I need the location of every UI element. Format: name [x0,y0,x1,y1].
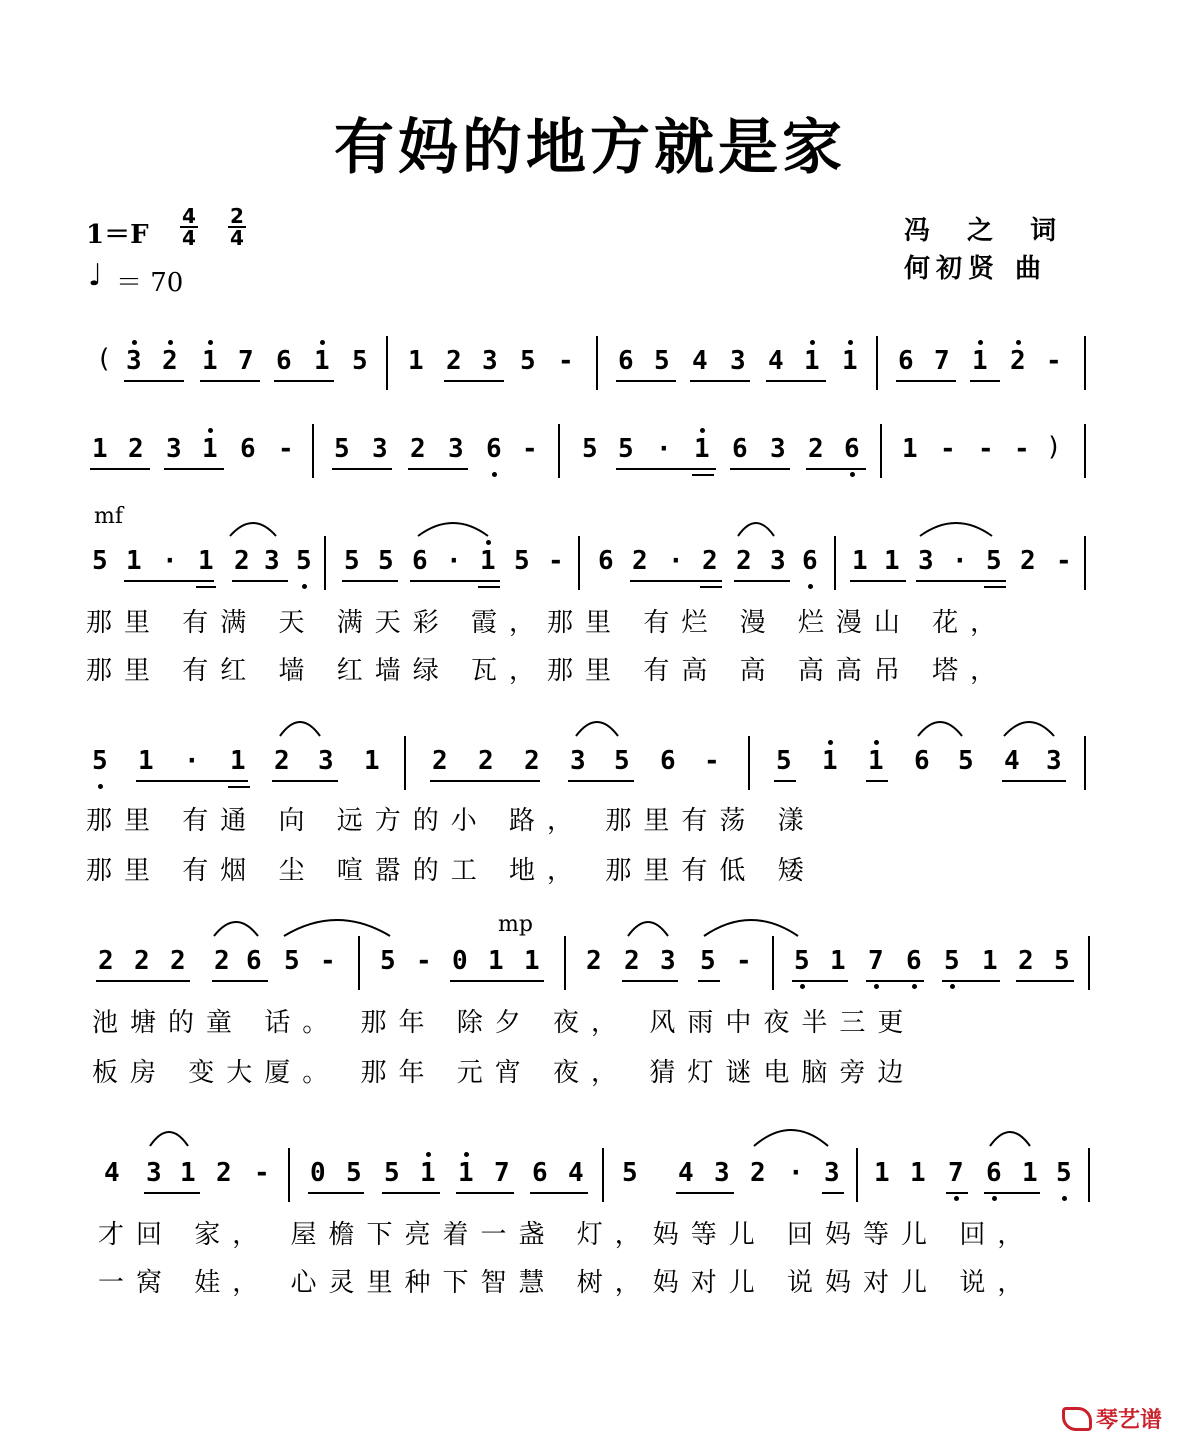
paren-open: ( [96,344,112,374]
note: 6 [276,346,292,376]
lyrics-verse-1: 那里 有满 天 满天彩 霞，那里 有烂 漫 烂漫山 花， [86,608,1009,638]
note: 2 [736,546,752,576]
note: 7 [868,946,884,976]
note: 5 [794,946,810,976]
octave-dot [848,340,853,345]
note: 1 [92,434,108,464]
note: 6 [598,546,614,576]
note: 2 [432,746,448,776]
barline [596,336,598,390]
beam-underline [984,1192,1040,1194]
slur [574,716,620,738]
note: 3 [714,1158,730,1188]
note: 3 [660,946,676,976]
note: - [254,1158,270,1188]
slur [736,518,776,538]
time-signature-4-4: $\frac{4}{4}$ [182,204,196,250]
note: - [978,434,994,464]
slur [212,916,260,938]
note: 1 [458,1158,474,1188]
note: 5 [654,346,670,376]
barline [1084,336,1086,390]
note: 1 [884,546,900,576]
barline [748,736,750,790]
note: 1 [408,346,424,376]
octave-dot [950,984,955,989]
key-signature: 1＝F [86,220,149,250]
slur [702,916,800,938]
beam-underline [96,980,190,982]
note: 1 [314,346,330,376]
lyricist-credit: 冯 之 词 [904,216,1071,246]
beam-underline [774,780,796,782]
beam-underline [332,468,392,470]
barline [876,336,878,390]
beam-underline [478,586,500,588]
note: - [1056,546,1072,576]
slur [282,916,392,938]
score-row-5 [88,936,1088,996]
beam-underline [730,468,790,470]
note: 1 [138,746,154,776]
note: 5 [1056,1158,1072,1188]
note: 1 [804,346,820,376]
beam-underline [792,980,848,982]
note: 1 [830,946,846,976]
note: - [522,434,538,464]
note: 6 [532,1158,548,1188]
octave-dot [426,1152,431,1157]
note: 2 [134,946,150,976]
slur [916,716,964,738]
note: 2 [478,746,494,776]
slur [752,1126,830,1148]
note: 2 [128,434,144,464]
beam-underline [942,980,1000,982]
score-row-6 [96,1148,1096,1208]
barline [288,1148,290,1202]
note: 1 [868,746,884,776]
note: 1 [902,434,918,464]
note: 2 [162,346,178,376]
beam-underline [410,580,500,582]
slur [278,716,322,738]
lyrics-verse-2: 那里 有红 墙 红墙绿 瓦，那里 有高 高 高高吊 塔， [86,656,1009,686]
note: 3 [824,1158,840,1188]
barline [1084,736,1086,790]
beam-underline [124,580,214,582]
note: 3 [730,346,746,376]
beam-underline [272,780,338,782]
note: 2 [446,346,462,376]
note: 2 [524,746,540,776]
note: 2 [808,434,824,464]
slur [988,1126,1032,1148]
beam-underline [866,780,888,782]
octave-dot [486,540,491,545]
note: 3 [166,434,182,464]
note: 2 [98,946,114,976]
slur [416,518,490,538]
octave-dot [464,1152,469,1157]
score-row-4 [88,736,1088,796]
beam-underline [970,380,1000,382]
beam-underline [408,468,468,470]
octave-dot [978,340,983,345]
note: 1 [852,546,868,576]
note: 1 [488,946,504,976]
note: 1 [364,746,380,776]
note: 5 [776,746,792,776]
lyrics-verse-1: 才回 家， 屋檐下亮着一盏 灯，妈等儿 回妈等儿 回， [98,1220,1036,1250]
note: 5 [1054,946,1070,976]
note: 2 [1020,546,1036,576]
note: 4 [678,1158,694,1188]
note: · [668,546,684,576]
note: 5 [700,946,716,976]
note: - [558,346,574,376]
barline [404,736,406,790]
note: 5 [622,1158,638,1188]
note: 5 [514,546,530,576]
note: 5 [986,546,1002,576]
note: 6 [802,546,818,576]
octave-dot [168,340,173,345]
note: 5 [958,746,974,776]
beam-underline [274,380,334,382]
note: 5 [380,946,396,976]
note: 5 [520,346,536,376]
tempo: ＝ 70 [116,268,184,298]
note: 1 [982,946,998,976]
note: 1 [694,434,710,464]
quarter-note-icon: ♩ [88,258,103,293]
beam-underline [568,780,634,782]
note: - [1046,346,1062,376]
note: 5 [346,1158,362,1188]
note: · [184,746,200,776]
logo-mark-icon [1062,1407,1092,1431]
note: 5 [284,946,300,976]
note: 0 [310,1158,326,1188]
note: - [1014,434,1030,464]
note: 7 [948,1158,964,1188]
note: - [416,946,432,976]
note: 3 [918,546,934,576]
beam-underline [690,380,750,382]
note: 2 [624,946,640,976]
note: 3 [770,546,786,576]
beam-underline [1002,780,1066,782]
octave-dot [810,340,815,345]
lyrics-verse-2: 板房 变大厦。 那年 元宵 夜， 猜灯谜电脑旁边 [92,1058,916,1088]
barline [558,424,560,478]
note: 2 [750,1158,766,1188]
note: · [446,546,462,576]
dynamic-mf: mf [94,504,124,529]
octave-dot [912,984,917,989]
note: 3 [448,434,464,464]
time-signature-2-4: $\frac{2}{4}$ [230,204,244,250]
beam-underline [866,980,924,982]
note: 6 [986,1158,1002,1188]
octave-dot [828,740,833,745]
octave-dot [700,428,705,433]
note: 1 [910,1158,926,1188]
note: 5 [92,546,108,576]
beam-underline [144,1192,200,1194]
beam-underline [850,580,906,582]
beam-underline [822,1192,844,1194]
note: 1 [822,746,838,776]
note: - [278,434,294,464]
octave-dot [1062,1196,1067,1201]
note: 6 [906,946,922,976]
beam-underline [700,586,722,588]
octave-dot [1016,340,1021,345]
note: 6 [898,346,914,376]
beam-underline [382,1192,440,1194]
note: 5 [296,546,312,576]
note: 6 [412,546,428,576]
note: 3 [146,1158,162,1188]
note: · [952,546,968,576]
note: - [940,434,956,464]
beam-underline [698,980,720,982]
beam-underline [212,980,268,982]
note: 2 [170,946,186,976]
dynamic-mp: mp [498,912,533,937]
slur [228,518,278,538]
note: 2 [586,946,602,976]
note: 1 [180,1158,196,1188]
beam-underline [616,468,716,470]
note: - [320,946,336,976]
note: 1 [420,1158,436,1188]
note: 1 [972,346,988,376]
note: 5 [378,546,394,576]
lyrics-verse-2: 那里 有烟 尘 喧嚣的工 地， 那里有低 矮 [86,856,816,886]
beam-underline [692,474,714,476]
note: ) [1046,432,1062,462]
note: 3 [482,346,498,376]
beam-underline [734,580,790,582]
note: 1 [1022,1158,1038,1188]
barline [602,1148,604,1202]
note: 1 [126,546,142,576]
beam-underline [766,380,826,382]
note: 5 [92,746,108,776]
note: 6 [660,746,676,776]
beam-underline [196,586,216,588]
beam-underline [946,1192,968,1194]
octave-dot [954,1196,959,1201]
note: 1 [202,434,218,464]
note: 6 [486,434,502,464]
note: 2 [632,546,648,576]
lyrics-verse-1: 池塘的童 话。 那年 除夕 夜， 风雨中夜半三更 [92,1008,916,1038]
note: 1 [874,1158,890,1188]
note: 5 [344,546,360,576]
note: 2 [410,434,426,464]
note: 7 [494,1158,510,1188]
slur [1002,716,1056,738]
note: 6 [914,746,930,776]
score-row-1 [96,336,1096,396]
beam-underline [622,980,678,982]
note: 5 [334,434,350,464]
octave-dot [302,584,307,589]
beam-underline [630,580,722,582]
note: 2 [1018,946,1034,976]
note: 6 [732,434,748,464]
beam-underline [616,380,676,382]
note: 2 [702,546,718,576]
note: 5 [384,1158,400,1188]
note: 0 [452,946,468,976]
note: 3 [126,346,142,376]
note: 4 [692,346,708,376]
note: 1 [480,546,496,576]
beam-underline [896,380,956,382]
barline [324,536,326,590]
note: 1 [524,946,540,976]
octave-dot [208,340,213,345]
note: 5 [352,346,368,376]
octave-dot [208,428,213,433]
score-row-3 [88,536,1088,596]
note: · [656,434,672,464]
barline [578,536,580,590]
beam-underline [984,586,1006,588]
octave-dot [808,584,813,589]
beam-underline [916,580,1006,582]
note: 3 [264,546,280,576]
note: 3 [318,746,334,776]
barline [1084,424,1086,478]
note: 1 [198,546,214,576]
octave-dot [874,740,879,745]
octave-dot [98,784,103,789]
beam-underline [90,468,150,470]
beam-underline [430,780,540,782]
note: - [704,746,720,776]
note: 2 [1010,346,1026,376]
note: 4 [568,1158,584,1188]
barline [880,424,882,478]
beam-underline [676,1192,734,1194]
note: 1 [842,346,858,376]
note: 3 [1046,746,1062,776]
beam-underline [806,468,866,470]
octave-dot [800,984,805,989]
barline [1088,936,1090,990]
beam-underline [232,580,288,582]
note: 5 [618,434,634,464]
note: 1 [202,346,218,376]
beam-underline [164,468,224,470]
note: 5 [944,946,960,976]
note: 2 [216,1158,232,1188]
note: 3 [372,434,388,464]
barline [358,936,360,990]
slur [626,916,670,938]
note: 1 [230,746,246,776]
barline [312,424,314,478]
beam-underline [136,780,248,782]
octave-dot [132,340,137,345]
note: 4 [104,1158,120,1188]
lyrics-verse-2: 一窝 娃， 心灵里种下智慧 树，妈对儿 说妈对儿 说， [98,1268,1036,1298]
note: 6 [246,946,262,976]
note: - [548,546,564,576]
slur [918,518,994,538]
barline [1088,1148,1090,1202]
note: 6 [240,434,256,464]
note: 6 [844,434,860,464]
octave-dot [492,472,497,477]
note: - [736,946,752,976]
note: · [788,1158,804,1188]
beam-underline [1016,980,1074,982]
note: 6 [618,346,634,376]
barline [856,1148,858,1202]
lyrics-verse-1: 那里 有通 向 远方的小 路， 那里有荡 漾 [86,806,816,836]
note: 7 [934,346,950,376]
beam-underline [308,1192,364,1194]
composer-credit: 何初贤 曲 [904,254,1048,284]
score-row-2 [88,424,1088,484]
barline [834,536,836,590]
barline [1084,536,1086,590]
beam-underline [456,1192,514,1194]
note: 4 [1004,746,1020,776]
octave-dot [874,984,879,989]
slur [148,1126,190,1148]
note: 2 [274,746,290,776]
beam-underline [124,380,184,382]
beam-underline [342,580,398,582]
watermark-logo: 琴艺谱 [1062,1403,1162,1434]
beam-underline [228,786,250,788]
octave-dot [320,340,325,345]
beam-underline [200,380,260,382]
note: · [162,546,178,576]
note: 4 [768,346,784,376]
note: 2 [234,546,250,576]
octave-dot [850,472,855,477]
note: 3 [770,434,786,464]
page-title: 有妈的地方就是家 [334,113,846,183]
barline [386,336,388,390]
beam-underline [530,1192,588,1194]
barline [564,936,566,990]
note: 5 [614,746,630,776]
note: 7 [238,346,254,376]
note: 5 [582,434,598,464]
octave-dot [992,1196,997,1201]
note: 2 [214,946,230,976]
barline [772,936,774,990]
beam-underline [450,980,544,982]
beam-underline [444,380,504,382]
note: 3 [570,746,586,776]
